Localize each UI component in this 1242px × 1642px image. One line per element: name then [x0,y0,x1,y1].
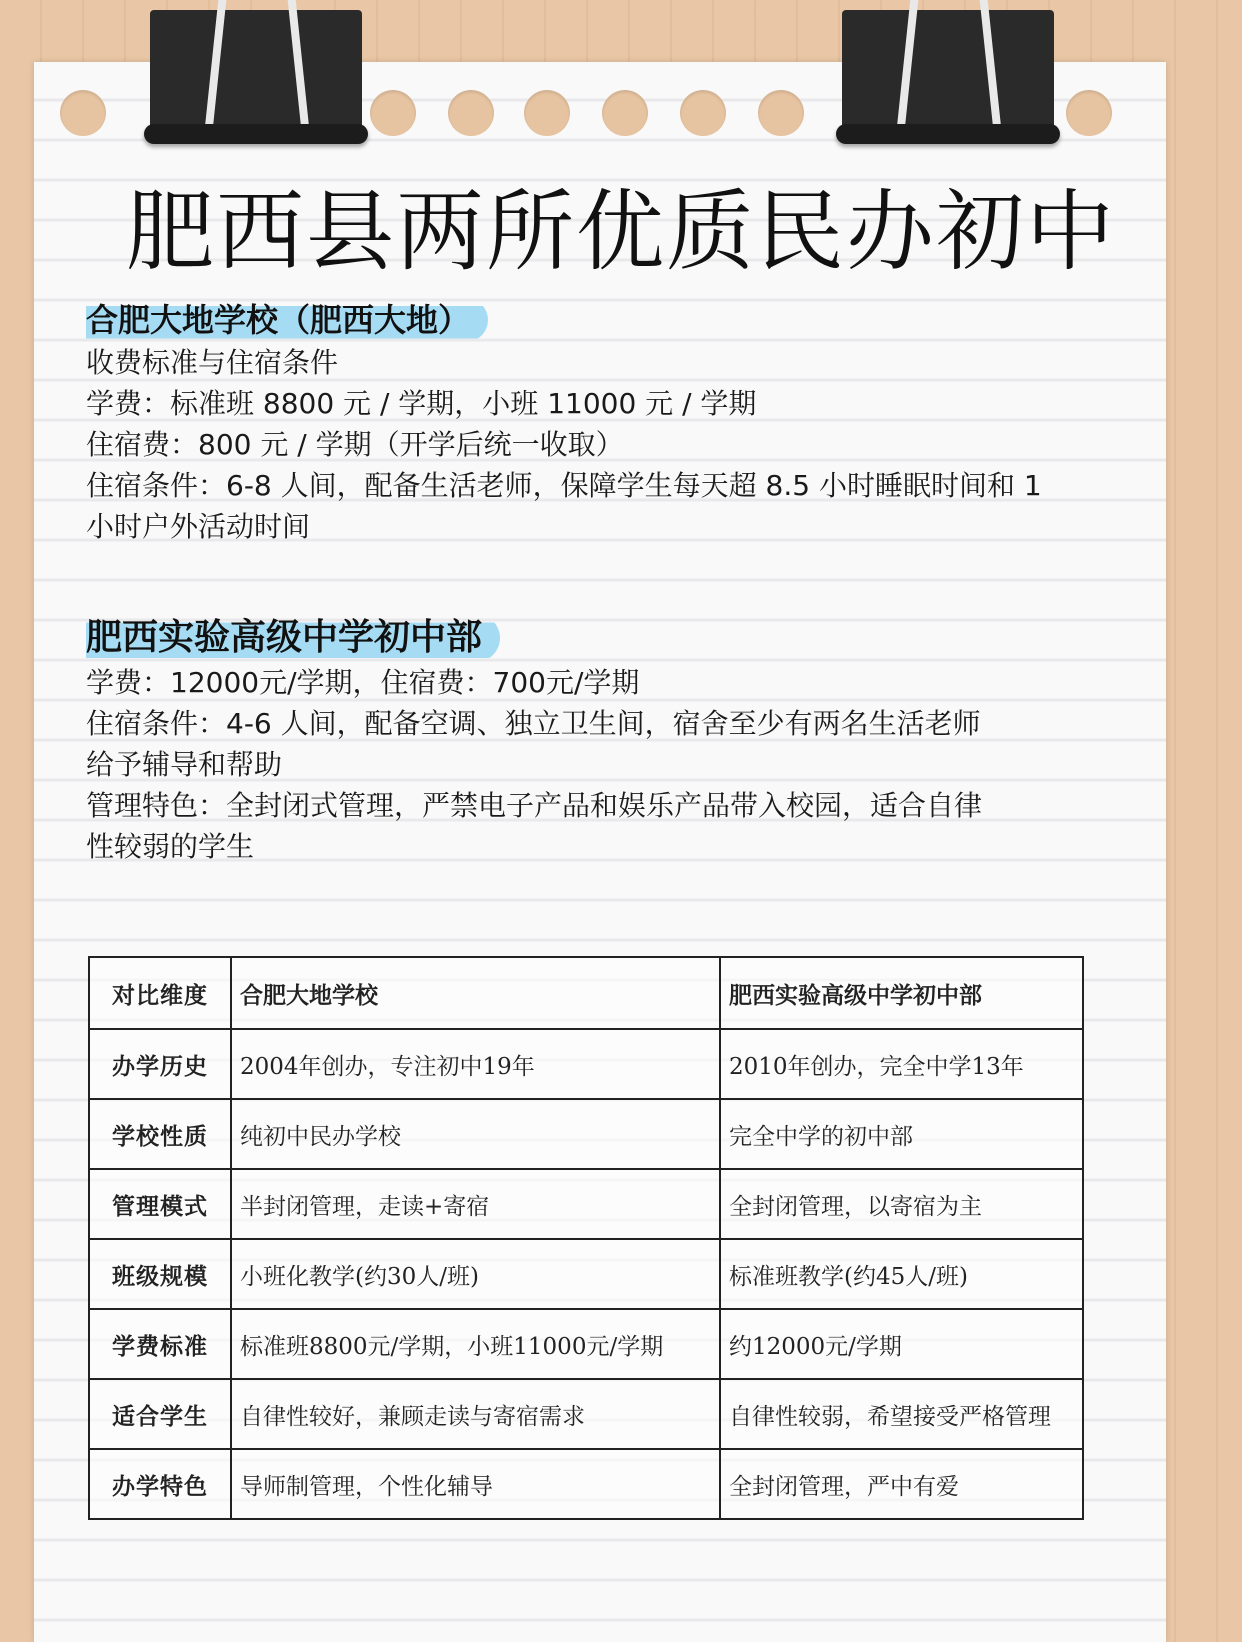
school2-line: 性较弱的学生 [86,830,255,863]
table-cell-dimension: 学费标准 [89,1309,231,1379]
binder-hole [60,90,106,136]
table-header-cell: 对比维度 [89,957,231,1029]
school2-line: 学费：12000元/学期，住宿费：700元/学期 [86,666,640,699]
table-cell-dimension: 办学特色 [89,1449,231,1519]
table-cell: 标准班教学(约45人/班) [720,1239,1083,1309]
binder-hole [602,90,648,136]
table-cell-dimension: 管理模式 [89,1169,231,1239]
school1-line: 学费：标准班 8800 元 / 学期，小班 11000 元 / 学期 [86,387,757,420]
binder-clip-icon [144,0,368,150]
table-header-cell: 肥西实验高级中学初中部 [720,957,1083,1029]
table-cell: 半封闭管理，走读+寄宿 [231,1169,720,1239]
table-cell: 标准班8800元/学期，小班11000元/学期 [231,1309,720,1379]
table-row [89,1239,1083,1309]
table-cell: 全封闭管理，以寄宿为主 [720,1169,1083,1239]
table-cell: 2004年创办，专注初中19年 [231,1029,720,1099]
table-row [89,1309,1083,1379]
school2-line: 管理特色：全封闭式管理，严禁电子产品和娱乐产品带入校园，适合自律 [86,789,983,822]
table-cell-dimension: 适合学生 [89,1379,231,1449]
table-cell: 纯初中民办学校 [231,1099,720,1169]
table-cell: 完全中学的初中部 [720,1099,1083,1169]
binder-hole [758,90,804,136]
table-row [89,1029,1083,1099]
school2-heading: 肥西实验高级中学初中部 [86,614,500,662]
table-cell-dimension: 办学历史 [89,1029,231,1099]
table-row [89,1099,1083,1169]
school1-line: 小时户外活动时间 [86,510,311,543]
school2-line: 住宿条件：4-6 人间，配备空调、独立卫生间，宿舍至少有两名生活老师 [86,707,981,740]
table-cell: 自律性较好，兼顾走读与寄宿需求 [231,1379,720,1449]
binder-hole [524,90,570,136]
table-cell: 约12000元/学期 [720,1309,1083,1379]
school1-line: 住宿条件：6-8 人间，配备生活老师，保障学生每天超 8.5 小时睡眠时间和 1 [86,469,1042,502]
comparison-table [88,956,1084,1520]
table-cell: 自律性较弱，希望接受严格管理 [720,1379,1083,1449]
table-cell-dimension: 班级规模 [89,1239,231,1309]
school1-line: 收费标准与住宿条件 [86,346,339,379]
binder-hole [680,90,726,136]
table-cell: 导师制管理，个性化辅导 [231,1449,720,1519]
table-header-row [89,957,1083,1029]
table-row [89,1379,1083,1449]
school1-heading: 合肥大地学校（肥西大地） [86,298,488,342]
binder-hole [1066,90,1112,136]
table-header-cell: 合肥大地学校 [231,957,720,1029]
table-cell: 全封闭管理，严中有爱 [720,1449,1083,1519]
table-cell: 2010年创办，完全中学13年 [720,1029,1083,1099]
table-row [89,1449,1083,1519]
school1-section [86,298,1156,547]
table-cell: 小班化教学(约30人/班) [231,1239,720,1309]
binder-hole [448,90,494,136]
table-row [89,1169,1083,1239]
school2-section [86,614,1156,867]
school2-line: 给予辅导和帮助 [86,748,283,781]
page-title: 肥西县两所优质民办初中 [125,180,1116,283]
table-cell-dimension: 学校性质 [89,1099,231,1169]
binder-clip-icon [836,0,1060,150]
school1-line: 住宿费：800 元 / 学期（开学后统一收取） [86,428,624,461]
binder-hole [370,90,416,136]
